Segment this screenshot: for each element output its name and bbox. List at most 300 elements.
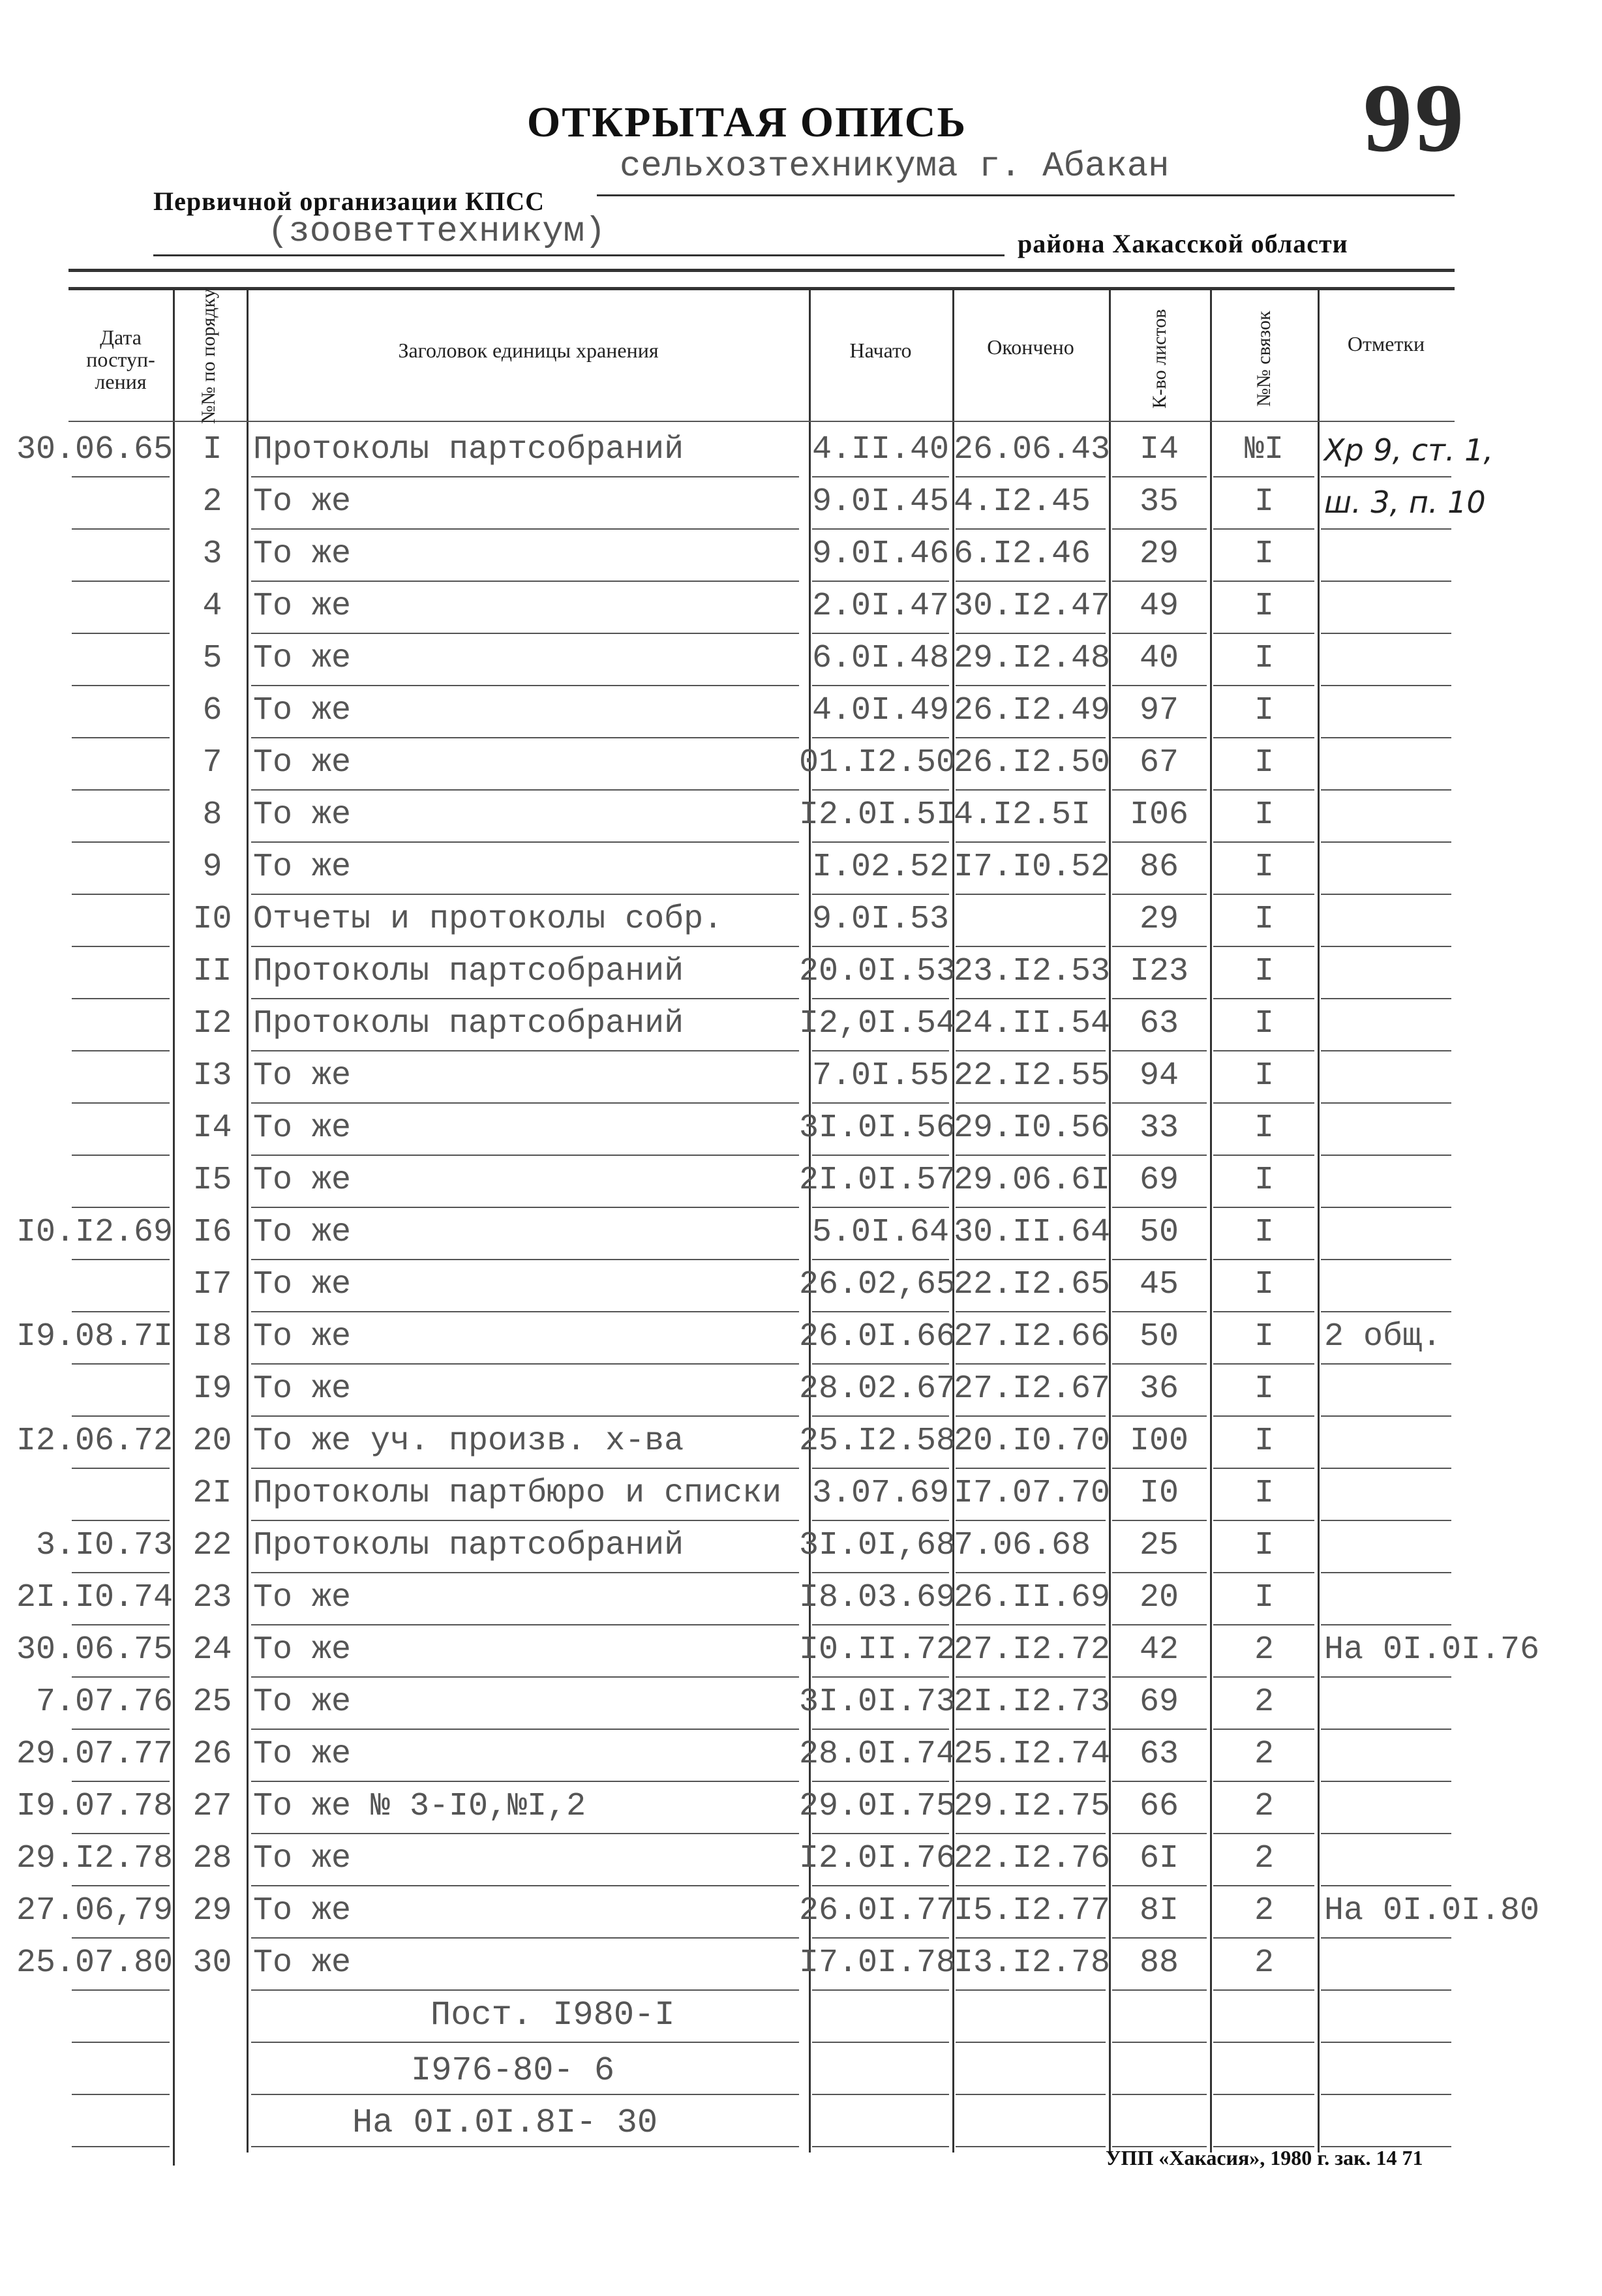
row-start-date: I2,0I.54 <box>799 1005 956 1042</box>
row-date: I9.08.7I <box>16 1318 173 1355</box>
col-header-end: Окончено <box>987 335 1074 359</box>
row-rule <box>1321 1676 1451 1678</box>
col-header-number-text: №№ по порядку <box>198 288 219 424</box>
row-sheets: 42 <box>1139 1631 1179 1669</box>
row-rule <box>956 1102 1106 1104</box>
row-start-date: I.02.52 <box>811 849 949 886</box>
row-rule <box>72 1207 170 1208</box>
row-rule <box>1112 1729 1207 1730</box>
row-rule <box>251 1050 799 1051</box>
row-rule <box>1213 789 1314 791</box>
row-end-date: 4.I2.45 <box>954 483 1091 521</box>
row-end-date: 25.I2.74 <box>954 1736 1111 1773</box>
row-rule <box>1213 1885 1314 1886</box>
row-date: 29.I2.78 <box>16 1840 173 1877</box>
row-start-date: 9.0I.46 <box>811 536 949 573</box>
row-rule <box>251 894 799 895</box>
row-rule <box>956 1624 1106 1625</box>
row-end-date: 2I.I2.73 <box>954 1684 1111 1721</box>
summary-line-3: На 0I.0I.8I- 30 <box>352 2104 658 2142</box>
row-rule <box>251 633 799 634</box>
row-number: I6 <box>192 1214 232 1251</box>
row-rule <box>1213 1781 1314 1782</box>
row-number: 26 <box>192 1736 232 1773</box>
row-rule <box>1321 1781 1451 1782</box>
row-rule <box>1213 1415 1314 1417</box>
col-header-number <box>173 288 245 424</box>
row-end-date: 27.I2.66 <box>954 1318 1111 1355</box>
row-rule <box>956 1729 1106 1730</box>
row-rule <box>1213 1989 1314 1991</box>
row-number: II <box>192 953 232 990</box>
row-rule <box>251 1781 799 1782</box>
row-rule <box>1112 528 1207 530</box>
row-title: То же <box>253 640 352 677</box>
row-end-date: 26.06.43 <box>954 431 1111 468</box>
blank-rule <box>956 2042 1106 2043</box>
row-rule <box>1321 1050 1451 1051</box>
row-number: I2 <box>192 1005 232 1042</box>
row-number: I3 <box>192 1057 232 1095</box>
row-rule <box>956 685 1106 686</box>
row-bundle: I <box>1254 1266 1274 1303</box>
row-date: I9.07.78 <box>16 1788 173 1825</box>
blank-rule <box>72 2146 170 2147</box>
row-start-date: 6.0I.48 <box>811 640 949 677</box>
row-rule <box>1112 1415 1207 1417</box>
blank-rule <box>1321 2042 1451 2043</box>
row-rule <box>812 1676 949 1678</box>
row-start-date: 3I.0I.73 <box>799 1684 956 1721</box>
row-bundle: I <box>1254 796 1274 834</box>
row-date: 30.06.65 <box>16 431 173 468</box>
row-rule <box>1213 1363 1314 1365</box>
row-rule <box>1112 476 1207 477</box>
row-rule <box>956 789 1106 791</box>
row-end-date: 23.I2.53 <box>954 953 1111 990</box>
row-rule <box>251 685 799 686</box>
row-date: 3.I0.73 <box>35 1527 173 1564</box>
row-rule <box>72 894 170 895</box>
blank-rule <box>72 2094 170 2095</box>
row-rule <box>1112 789 1207 791</box>
row-number: 5 <box>202 640 222 677</box>
row-date: I0.I2.69 <box>16 1214 173 1251</box>
row-rule <box>251 1468 799 1469</box>
row-rule <box>72 1781 170 1782</box>
row-rule <box>812 476 949 477</box>
row-note: 2 общ. <box>1324 1318 1442 1355</box>
row-number: I9 <box>192 1370 232 1408</box>
row-number: I <box>202 431 222 468</box>
row-title: Протоколы партсобраний <box>253 1527 684 1564</box>
row-sheets: 63 <box>1139 1736 1179 1773</box>
row-bundle: I <box>1254 1057 1274 1095</box>
row-rule <box>72 1885 170 1886</box>
row-rule <box>1112 841 1207 843</box>
row-sheets: 29 <box>1139 536 1179 573</box>
row-sheets: 49 <box>1139 588 1179 625</box>
row-title: То же <box>253 1579 352 1616</box>
row-bundle: I <box>1254 1527 1274 1564</box>
organization-subtitle: (зооветтехникум) <box>267 212 606 252</box>
row-title: То же <box>253 1162 352 1199</box>
blank-rule <box>1112 2042 1207 2043</box>
blank-rule <box>1213 2042 1314 2043</box>
row-sheets: 63 <box>1139 1005 1179 1042</box>
archive-stamp-number: 99 <box>1363 64 1466 172</box>
row-end-date: 7.06.68 <box>954 1527 1091 1564</box>
row-rule <box>72 1833 170 1834</box>
row-rule <box>1213 998 1314 999</box>
row-rule <box>956 633 1106 634</box>
row-rule <box>1112 737 1207 738</box>
row-rule <box>1213 1259 1314 1260</box>
row-note: На 0I.0I.80 <box>1324 1892 1540 1929</box>
row-rule <box>1112 685 1207 686</box>
row-start-date: 3I.0I,68 <box>799 1527 956 1564</box>
row-rule <box>251 998 799 999</box>
row-rule <box>1321 633 1451 634</box>
row-rule <box>812 528 949 530</box>
blank-rule <box>1112 2094 1207 2095</box>
row-number: 24 <box>192 1631 232 1669</box>
row-rule <box>812 1885 949 1886</box>
row-bundle: 2 <box>1254 1840 1274 1877</box>
row-rule <box>812 685 949 686</box>
row-number: 30 <box>192 1944 232 1982</box>
row-rule <box>1112 894 1207 895</box>
row-start-date: 3I.0I.56 <box>799 1110 956 1147</box>
row-rule <box>1112 1885 1207 1886</box>
row-rule <box>812 841 949 843</box>
region-underline <box>153 254 1005 256</box>
row-sheets: 45 <box>1139 1266 1179 1303</box>
row-number: 23 <box>192 1579 232 1616</box>
row-rule <box>1112 1207 1207 1208</box>
row-rule <box>1213 1572 1314 1573</box>
row-rule <box>1321 685 1451 686</box>
row-rule <box>812 1102 949 1104</box>
row-rule <box>1321 1207 1451 1208</box>
row-rule <box>1321 998 1451 999</box>
row-rule <box>251 1989 799 1991</box>
row-bundle: 2 <box>1254 1736 1274 1773</box>
blank-rule <box>1213 2094 1314 2095</box>
row-rule <box>72 1102 170 1104</box>
row-rule <box>1213 1624 1314 1625</box>
row-rule <box>251 1259 799 1260</box>
row-rule <box>72 1989 170 1991</box>
row-rule <box>1112 1155 1207 1156</box>
row-rule <box>1321 1415 1451 1417</box>
row-end-date: I3.I2.78 <box>954 1944 1111 1982</box>
row-rule <box>251 1520 799 1521</box>
row-title: Протоколы партсобраний <box>253 953 684 990</box>
row-bundle: I <box>1254 536 1274 573</box>
row-sheets: 67 <box>1139 744 1179 781</box>
header-rule-top <box>68 269 1455 272</box>
row-bundle: I <box>1254 1162 1274 1199</box>
row-bundle: I <box>1254 1423 1274 1460</box>
row-rule <box>956 1259 1106 1260</box>
row-rule <box>812 737 949 738</box>
row-sheets: I06 <box>1129 796 1188 834</box>
row-date: 2I.I0.74 <box>16 1579 173 1616</box>
row-rule <box>251 1207 799 1208</box>
row-start-date: I8.03.69 <box>799 1579 956 1616</box>
row-sheets: I4 <box>1139 431 1179 468</box>
row-start-date: 26.0I.66 <box>799 1318 956 1355</box>
row-rule <box>72 581 170 582</box>
summary-line-2: I976-80- 6 <box>411 2051 615 2090</box>
row-bundle: I <box>1254 588 1274 625</box>
blank-rule <box>251 2146 799 2147</box>
row-bundle: I <box>1254 1214 1274 1251</box>
row-rule <box>812 1781 949 1782</box>
row-rule <box>72 946 170 947</box>
row-rule <box>956 1363 1106 1365</box>
row-rule <box>72 685 170 686</box>
row-end-date: I5.I2.77 <box>954 1892 1111 1929</box>
row-rule <box>812 1989 949 1991</box>
row-rule <box>812 1415 949 1417</box>
row-rule <box>812 1624 949 1625</box>
row-date: I2.06.72 <box>16 1423 173 1460</box>
header-rule-bottom <box>68 287 1455 290</box>
row-end-date: 22.I2.65 <box>954 1266 1111 1303</box>
row-rule <box>956 528 1106 530</box>
row-number: 2 <box>202 483 222 521</box>
row-rule <box>1112 1572 1207 1573</box>
row-sheets: 6I <box>1139 1840 1179 1877</box>
row-title: То же <box>253 1631 352 1669</box>
row-rule <box>1321 1729 1451 1730</box>
row-rule <box>1321 1885 1451 1886</box>
row-rule <box>1213 1050 1314 1051</box>
row-start-date: 20.0I.53 <box>799 953 956 990</box>
row-rule <box>812 1572 949 1573</box>
row-rule <box>251 841 799 843</box>
row-rule <box>956 1989 1106 1991</box>
row-start-date: 2.0I.47 <box>811 588 949 625</box>
row-number: 20 <box>192 1423 232 1460</box>
row-title: То же <box>253 588 352 625</box>
row-end-date: 29.I2.75 <box>954 1788 1111 1825</box>
row-rule <box>1112 1363 1207 1365</box>
row-sheets: 69 <box>1139 1684 1179 1721</box>
row-rule <box>1321 528 1451 530</box>
row-rule <box>1112 633 1207 634</box>
row-start-date: 26.02,65 <box>799 1266 956 1303</box>
row-rule <box>72 1572 170 1573</box>
row-bundle: I <box>1254 849 1274 886</box>
row-title: Протоколы партбюро и списки <box>253 1475 782 1512</box>
organization-underline <box>597 194 1455 196</box>
row-title: То же <box>253 536 352 573</box>
row-rule <box>956 1520 1106 1521</box>
row-rule <box>1321 1363 1451 1365</box>
row-bundle: I <box>1254 1475 1274 1512</box>
row-title: То же <box>253 1057 352 1095</box>
row-rule <box>251 1676 799 1678</box>
row-rule <box>1213 737 1314 738</box>
row-number: 6 <box>202 692 222 729</box>
row-rule <box>1112 1833 1207 1834</box>
row-bundle: I <box>1254 901 1274 938</box>
blank-rule <box>812 2042 949 2043</box>
row-title: Протоколы партсобраний <box>253 1005 684 1042</box>
blank-rule <box>812 2094 949 2095</box>
row-title: То же <box>253 744 352 781</box>
row-rule <box>812 1937 949 1939</box>
row-rule <box>812 894 949 895</box>
row-rule <box>72 1676 170 1678</box>
row-end-date: 27.I2.67 <box>954 1370 1111 1408</box>
row-start-date: I2.0I.76 <box>799 1840 956 1877</box>
row-rule <box>956 1311 1106 1312</box>
region-label: района Хакасской области <box>1018 229 1348 258</box>
summary-line-1: Пост. I980-I <box>431 1996 675 2034</box>
page-title: ОТКРЫТАЯ ОПИСЬ <box>526 98 967 146</box>
row-rule <box>251 1155 799 1156</box>
row-end-date: 22.I2.76 <box>954 1840 1111 1877</box>
row-rule <box>812 633 949 634</box>
row-start-date: 7.0I.55 <box>811 1057 949 1095</box>
row-rule <box>1213 528 1314 530</box>
col-header-date: Дата поступ-ления <box>86 325 155 393</box>
row-rule <box>956 998 1106 999</box>
row-rule <box>812 1207 949 1208</box>
row-start-date: 9.0I.53 <box>811 901 949 938</box>
row-start-date: 3.07.69 <box>811 1475 949 1512</box>
row-bundle: I <box>1254 953 1274 990</box>
column-divider <box>247 287 249 2152</box>
row-title: То же <box>253 1266 352 1303</box>
row-rule <box>1213 1833 1314 1834</box>
row-rule <box>956 1207 1106 1208</box>
row-sheets: 94 <box>1139 1057 1179 1095</box>
row-sheets: 69 <box>1139 1162 1179 1199</box>
row-bundle: 2 <box>1254 1631 1274 1669</box>
row-title: Протоколы партсобраний <box>253 431 684 468</box>
row-rule <box>251 1102 799 1104</box>
row-rule <box>956 1415 1106 1417</box>
row-rule <box>956 946 1106 947</box>
row-rule <box>1213 1102 1314 1104</box>
row-rule <box>251 1415 799 1417</box>
row-rule <box>812 998 949 999</box>
row-rule <box>251 1833 799 1834</box>
row-title: То же <box>253 1736 352 1773</box>
row-start-date: 28.02.67 <box>799 1370 956 1408</box>
row-title: То же <box>253 1110 352 1147</box>
row-title: То же <box>253 1370 352 1408</box>
row-end-date: 4.I2.5I <box>954 796 1091 834</box>
row-end-date: 26.I2.50 <box>954 744 1111 781</box>
row-title: То же № 3-I0,№I,2 <box>253 1788 586 1825</box>
row-rule <box>1321 737 1451 738</box>
row-rule <box>812 1363 949 1365</box>
row-bundle: I <box>1254 483 1274 521</box>
row-rule <box>1112 1050 1207 1051</box>
row-title: То же <box>253 1892 352 1929</box>
row-bundle: 2 <box>1254 1684 1274 1721</box>
row-title: То же <box>253 483 352 521</box>
row-rule <box>956 1781 1106 1782</box>
row-sheets: 29 <box>1139 901 1179 938</box>
row-rule <box>956 1572 1106 1573</box>
row-end-date: 27.I2.72 <box>954 1631 1111 1669</box>
row-rule <box>72 1155 170 1156</box>
row-rule <box>1321 1155 1451 1156</box>
row-rule <box>72 1050 170 1051</box>
row-number: 25 <box>192 1684 232 1721</box>
row-rule <box>1321 894 1451 895</box>
row-rule <box>1112 1937 1207 1939</box>
row-rule <box>1213 633 1314 634</box>
row-rule <box>812 1833 949 1834</box>
row-sheets: 35 <box>1139 483 1179 521</box>
row-rule <box>812 1259 949 1260</box>
row-rule <box>1321 841 1451 843</box>
row-rule <box>1321 1937 1451 1939</box>
row-rule <box>72 476 170 477</box>
row-rule <box>72 1468 170 1469</box>
row-number: 22 <box>192 1527 232 1564</box>
row-rule <box>812 1468 949 1469</box>
row-rule <box>1213 1937 1314 1939</box>
row-rule <box>251 1885 799 1886</box>
row-rule <box>956 1937 1106 1939</box>
row-start-date: 9.0I.45 <box>811 483 949 521</box>
row-start-date: 01.I2.50 <box>799 744 956 781</box>
row-rule <box>1213 1520 1314 1521</box>
row-end-date: 6.I2.46 <box>954 536 1091 573</box>
row-note: ш. 3, п. 10 <box>1324 485 1486 520</box>
row-rule <box>956 1676 1106 1678</box>
organization-label: Первичной организации КПСС <box>153 187 545 216</box>
row-rule <box>1321 1311 1451 1312</box>
row-start-date: 4.0I.49 <box>811 692 949 729</box>
row-end-date: 29.I2.48 <box>954 640 1111 677</box>
row-sheets: 50 <box>1139 1214 1179 1251</box>
row-rule <box>956 1468 1106 1469</box>
row-rule <box>1213 1155 1314 1156</box>
row-sheets: 33 <box>1139 1110 1179 1147</box>
row-bundle: I <box>1254 1110 1274 1147</box>
row-number: 27 <box>192 1788 232 1825</box>
row-sheets: I23 <box>1129 953 1188 990</box>
row-rule <box>1112 1259 1207 1260</box>
row-rule <box>1321 476 1451 477</box>
row-start-date: 29.0I.75 <box>799 1788 956 1825</box>
row-rule <box>1112 998 1207 999</box>
row-number: 2I <box>192 1475 232 1512</box>
row-sheets: 40 <box>1139 640 1179 677</box>
row-sheets: 20 <box>1139 1579 1179 1616</box>
row-rule <box>72 841 170 843</box>
blank-rule <box>251 2042 799 2043</box>
row-rule <box>251 737 799 738</box>
row-title: То же <box>253 692 352 729</box>
row-rule <box>1213 1311 1314 1312</box>
row-number: 4 <box>202 588 222 625</box>
row-sheets: 8I <box>1139 1892 1179 1929</box>
row-start-date: 25.I2.58 <box>799 1423 956 1460</box>
row-end-date: 26.II.69 <box>954 1579 1111 1616</box>
row-start-date: I7.0I.78 <box>799 1944 956 1982</box>
